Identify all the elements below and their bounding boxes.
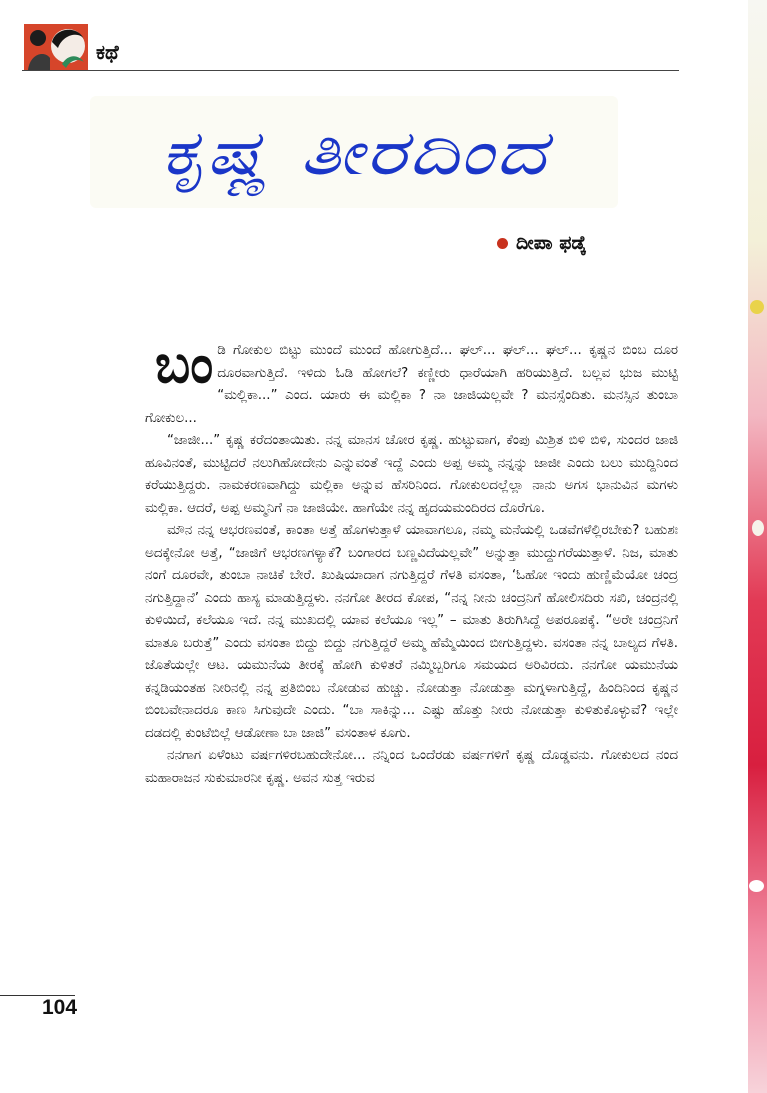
story-body	[145, 334, 678, 790]
story-paragraph	[145, 334, 678, 430]
paint-blot	[750, 300, 764, 314]
paint-blot	[749, 880, 764, 892]
story-title: ಕೃಷ್ಣ ತೀರದಿಂದ	[159, 116, 549, 189]
section-label: ಕಥೆ	[96, 40, 119, 64]
bullet-icon	[497, 238, 508, 249]
paragraph-text: ಡಿ ಗೋಕುಲ ಬಿಟ್ಟು ಮುಂದೆ ಮುಂದೆ ಹೋಗುತ್ತಿದೆ... ಘಲ್... ಘಲ್... ಘಲ್... ಕೃಷ್ಣನ ಬಿಂಬ ದೂರ ದೂರವಾಗುತ್ತಿದೆ. ಇಳಿದು ಓಡಿ ಹೋಗಲೆ? ಕಣ್ಣೀರು ಧಾರೆಯಾಗಿ ಹರಿಯುತ್ತಿದೆ. ಬಲ್ಲವ ಭುಜ ಮುಟ್ಟಿ “ಮಲ್ಲಿಕಾ...” ಎಂದ. ಯಾರು ಈ ಮಲ್ಲಿಕಾ ? ನಾ ಜಾಜಿಯಲ್ಲವೇ ? ಮನಸ್ಸೆಂದಿತು. ಮನಸ್ಸಿನ ತುಂಬಾ ಗೋಕುಲ...	[145, 343, 678, 426]
section-illustration-icon	[24, 24, 88, 70]
story-paragraph: “ಜಾಜೀ...” ಕೃಷ್ಣ ಕರೆದಂತಾಯಿತು. ನನ್ನ ಮಾನಸ ಚೋರ ಕೃಷ್ಣ. ಹುಟ್ಟುವಾಗ, ಕೆಂಪು ಮಿಶ್ರಿತ ಬಿಳಿ ಬಿಳಿ, ಸುಂದರ ಜಾಜಿ ಹೂವಿನಂತೆ, ಮುಟ್ಟಿದರೆ ನಲುಗಿಹೋದೇನು ಎನ್ನುವಂತೆ ಇದ್ದೆ ಎಂದು ಅಪ್ಪ ಅಮ್ಮ ನನ್ನನ್ನು ಜಾಜೀ ಎಂದು ಬಲು ಮುದ್ದಿನಿಂದ ಕರೆಯುತ್ತಿದ್ದರು. ನಾಮಕರಣವಾಗಿದ್ದು ಮಲ್ಲಿಕಾ ಅನ್ನುವ ಹೆಸರಿನಿಂದ. ಗೋಕುಲದಲ್ಲೆಲ್ಲಾ ನಾನು ಅಗಸ ಭಾನುವಿನ ಮಗಳು ಮಲ್ಲಿಕಾ. ಆದರೆ, ಅಪ್ಪ ಅಮ್ಮನಿಗೆ ನಾ ಜಾಜಿಯೇ. ಹಾಗೆಯೇ ನನ್ನ ಹೃದಯಮಂದಿರದ ದೊರೆಗೂ.	[145, 433, 678, 516]
story-paragraph: ನನಗಾಗ ಏಳೆಂಟು ವರ್ಷಗಳಿರಬಹುದೇನೋ... ನನ್ನಿಂದ ಒಂದೆರಡು ವರ್ಷಗಳಿಗೆ ಕೃಷ್ಣ ದೊಡ್ಡವನು. ಗೋಕುಲದ ನಂದ ಮಹಾರಾಜನ ಸುಕುಮಾರನೀ ಕೃಷ್ಣ. ಅವನ ಸುತ್ತ ಇರುವ	[145, 748, 678, 786]
drop-cap: ಬಂ	[155, 334, 214, 395]
author-byline	[497, 232, 586, 254]
header-divider	[22, 70, 679, 71]
author-name: ದೀಪಾ ಫಡ್ಕೆ	[516, 232, 587, 254]
story-paragraph: ಮೌನ ನನ್ನ ಆಭರಣವಂತೆ, ಕಾಂತಾ ಅತ್ತೆ ಹೊಗಳುತ್ತಾಳೆ ಯಾವಾಗಲೂ, ನಮ್ಮ ಮನೆಯಲ್ಲಿ ಒಡವೆಗಳೆಲ್ಲಿರಬೇಕು? ಬಹುಶಃ ಅದಕ್ಕೇನೋ ಅತ್ತೆ, “ಜಾಜಿಗೆ ಆಭರಣಗಳ್ಯಾಕೆ? ಬಂಗಾರದ ಬಣ್ಣವಿದೆಯಲ್ಲವೇ” ಅನ್ನುತ್ತಾ ಮುದ್ದುಗರೆಯುತ್ತಾಳೆ. ನಿಜ, ಮಾತು ನಂಗೆ ದೂರವೇ, ತುಂಬಾ ನಾಚಿಕೆ ಬೇರೆ. ಖುಷಿಯಾದಾಗ ನಗುತ್ತಿದ್ದರೆ ಗೆಳತಿ ವಸಂತಾ, ‘ಓಹೋ ಇಂದು ಹುಣ್ಣಿಮೆಯೋ ಚಂದ್ರ ನಗುತ್ತಿದ್ದಾನೆ’ ಎಂದು ಹಾಸ್ಯ ಮಾಡುತ್ತಿದ್ದಳು. ನನಗೋ ತೀರದ ಕೋಪ, “ನನ್ನ ನೀನು ಚಂದ್ರನಿಗೆ ಹೋಲಿಸದಿರು ಸಖಿ, ಚಂದ್ರನಲ್ಲಿ ಕುಳಿಯಿದೆ, ಕಲೆಯೂ ಇದೆ. ನನ್ನ ಮುಖದಲ್ಲಿ ಯಾವ ಕಲೆಯೂ ಇಲ್ಲ” – ಮಾತು ತಿರುಗಿಸಿದ್ದೆ ಅಪರೂಪಕ್ಕೆ. “ಅರೇ ಚಂದ್ರನಿಗೆ ಮಾತೂ ಬರುತ್ತೆ” ಎಂದು ವಸಂತಾ ಬಿದ್ದು ಬಿದ್ದು ನಗುತ್ತಿದ್ದರೆ ಅಮ್ಮ ಹೆಮ್ಮೆಯಿಂದ ಬೀಗುತ್ತಿದ್ದಳು. ವಸಂತಾ ನನ್ನ ಬಾಲ್ಯದ ಗೆಳತಿ. ಜೊತೆಯಲ್ಲೇ ಆಟ. ಯಮುನೆಯ ತೀರಕ್ಕೆ ಹೋಗಿ ಕುಳಿತರೆ ನಮ್ಮಿಬ್ಬರಿಗೂ ಸಮಯದ ಅರಿವಿರದು. ನನಗೋ ಯಮುನೆಯ ಕನ್ನಡಿಯಂತಹ ನೀರಿನಲ್ಲಿ ನನ್ನ ಪ್ರತಿಬಿಂಬ ನೋಡುವ ಹುಚ್ಚು. ನೋಡುತ್ತಾ ನೋಡುತ್ತಾ ಮಗ್ನಳಾಗುತ್ತಿದ್ದೆ, ಹಿಂದಿನಿಂದ ಕೃಷ್ಣನ ಬಿಂಬವೇನಾದರೂ ಕಾಣ ಸಿಗುವುದೇ ಎಂದು. “ಬಾ ಸಾಕಿನ್ನು... ಎಷ್ಟು ಹೊತ್ತು ನೀರು ನೋಡುತ್ತಾ ಕುಳಿತುಕೊಳ್ಳುವೆ? ಇಲ್ಲೇ ದಡದಲ್ಲಿ ಕುಂಟೆಬಿಲ್ಲೆ ಆಡೋಣಾ ಬಾ ಜಾಜಿ” ವಸಂತಾಳ ಕೂಗು.	[145, 523, 678, 741]
paint-blot	[752, 520, 764, 536]
page-number: 104	[42, 996, 78, 1019]
decorative-side-artwork	[748, 0, 767, 1093]
